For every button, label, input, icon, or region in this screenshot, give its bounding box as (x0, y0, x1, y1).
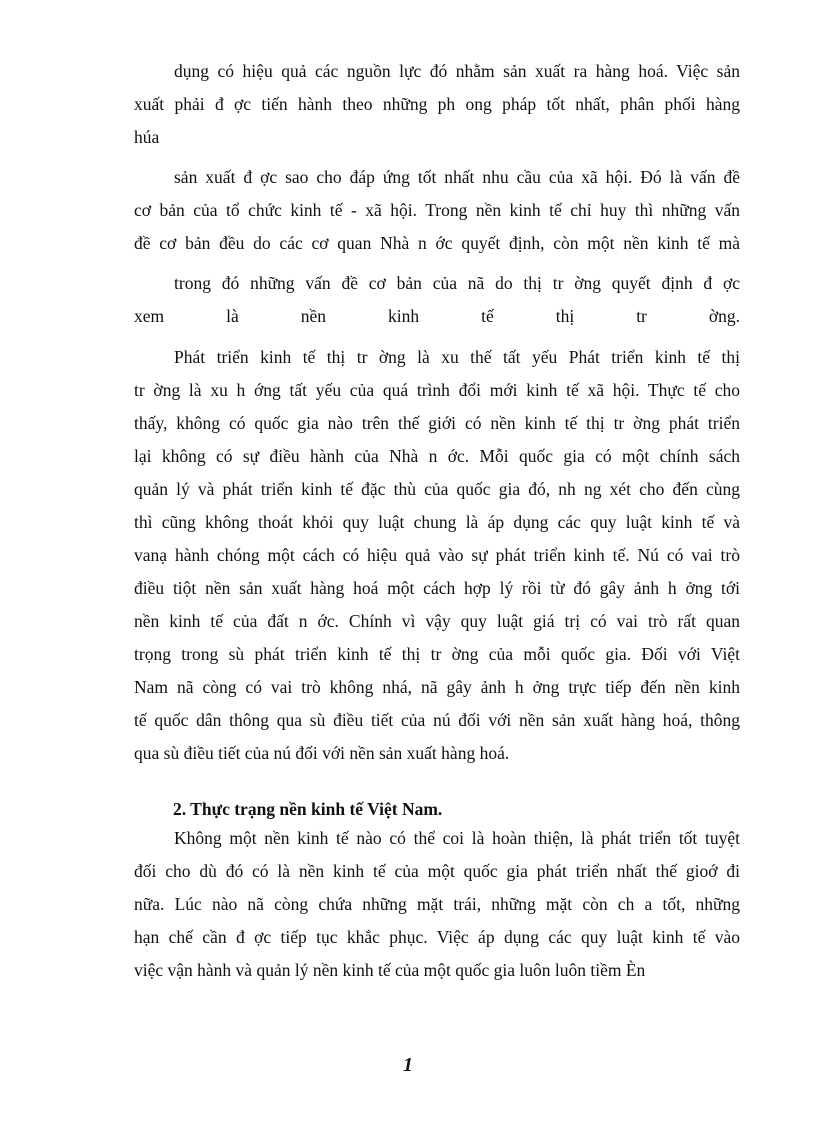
text-line: tế quốc dân thông qua sù điều tiết của nú đối với nền sản xuất hàng hoá, thông (134, 710, 740, 730)
text-line: Phát triển kinh tế thị tr ờng là xu thế tất yếu Phát triển kinh tế thị (174, 347, 740, 367)
paragraph-1 (134, 55, 740, 154)
text-line: húa (134, 127, 160, 147)
text-line: cơ bản của tổ chức kinh tế - xã hội. Trong nền kinh tế chỉ huy thì những vấn (134, 200, 740, 220)
paragraph-2 (134, 161, 740, 260)
text-line: thấy, không có quốc gia nào trên thế giới có nền kinh tế thị tr ờng phát triển (134, 413, 740, 433)
text-line: dụng có hiệu quả các nguồn lực đó nhằm sản xuất ra hàng hoá. Việc sản (174, 61, 740, 81)
text-line: trong đó những vấn đề cơ bản của nã do thị tr ờng quyết định đ ợc (174, 273, 740, 293)
text-line: xuất phải đ ợc tiến hành theo những ph ong pháp tốt nhất, phân phối hàng (134, 94, 740, 114)
text-line: hạn chế cần đ ợc tiếp tục khắc phục. Việc áp dụng các quy luật kinh tế vào (134, 927, 740, 947)
text-line: Không một nền kinh tế nào có thể coi là hoàn thiện, là phát triển tốt tuyệt (174, 828, 740, 848)
text-line: đề cơ bản đều do các cơ quan Nhà n ớc quyết định, còn một nền kinh tế mà (134, 233, 740, 253)
text-line: lại không có sự điều hành của Nhà n ớc. Mỗi quốc gia có một chính sách (134, 446, 740, 466)
text-line: qua sù điều tiết của nú đối với nền sản xuất hàng hoá. (134, 743, 510, 763)
section-heading: 2. Thực trạng nền kinh tế Việt Nam. (173, 799, 443, 819)
text-line: sản xuất đ ợc sao cho đáp ứng tốt nhất nhu cầu của xã hội. Đó là vấn đề (174, 167, 740, 187)
text-line: xem là nền kinh tế thị tr ờng. (134, 306, 740, 326)
page-number: 1 (403, 1054, 413, 1076)
paragraph-3 (134, 267, 740, 333)
text-line: vanạ hành chóng một cách có hiệu quả vào sự phát triển kinh tế. Nú có vai trò (134, 545, 740, 565)
text-line: việc vận hành và quản lý nền kinh tế của một quốc gia luôn luôn tiềm Èn (134, 960, 646, 980)
text-line: đối cho dù đó có là nền kinh tế của một quốc gia phát triển nhất thế gioớ đi (134, 861, 740, 881)
paragraph-4 (134, 341, 740, 770)
text-line: nữa. Lúc nào nã còng chứa những mặt trái, những mặt còn ch a tốt, những (134, 894, 740, 914)
text-line: điều tiột nền sản xuất hàng hoá một cách hợp lý rồi từ đó gây ảnh h ởng tới (134, 578, 740, 598)
text-line: thì cũng không thoát khỏi quy luật chung là áp dụng các quy luật kinh tế và (134, 512, 740, 532)
text-line: quản lý và phát triển kinh tế đặc thù của quốc gia đó, nh ng xét cho đến cùng (134, 479, 740, 499)
text-line: tr ờng là xu h ớng tất yếu của quá trình đổi mới kinh tế xã hội. Thực tế cho (134, 380, 740, 400)
text-line: Nam nã còng có vai trò không nhá, nã gây ảnh h ởng trực tiếp đến nền kinh (134, 677, 740, 697)
text-line: nền kinh tế của đất n ớc. Chính vì vậy quy luật giá trị có vai trò rất quan (134, 611, 740, 631)
text-line: trọng trong sù phát triển kinh tế thị tr ờng của mỗi quốc gia. Đối với Việt (134, 644, 740, 664)
paragraph-5 (134, 822, 740, 987)
